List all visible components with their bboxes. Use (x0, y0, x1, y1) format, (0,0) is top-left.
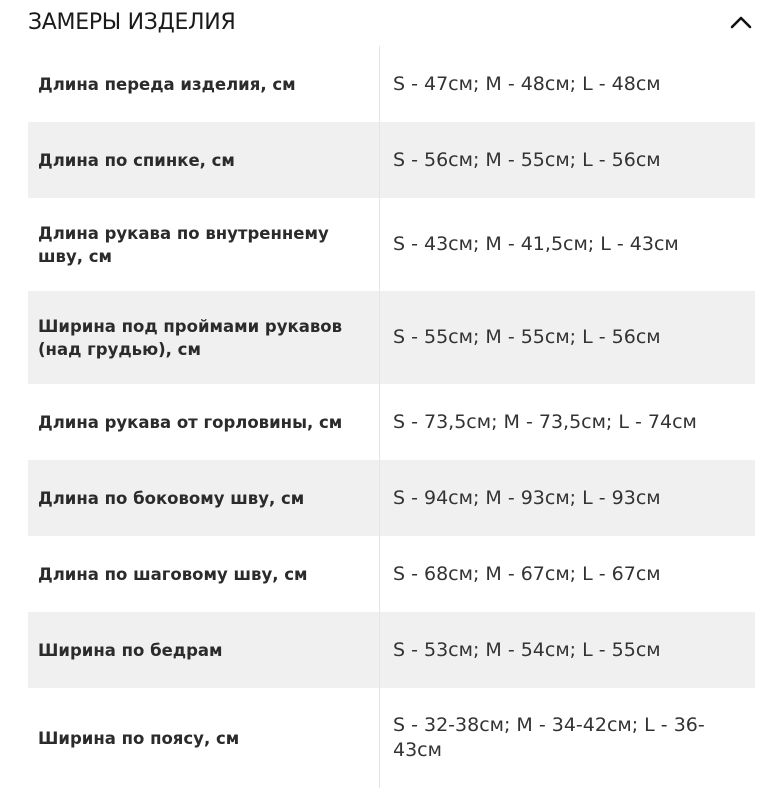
row-value: S - 73,5см; M - 73,5см; L - 74см (393, 410, 697, 433)
row-label: Длина переда изделия, см (28, 46, 380, 122)
section-title: ЗАМЕРЫ ИЗДЕЛИЯ (28, 9, 236, 35)
row-value: S - 55см; M - 55см; L - 56см (393, 326, 661, 348)
row-value: S - 53см; M - 54см; L - 55см (393, 638, 661, 661)
row-value: S - 47см; M - 48см; L - 48см (393, 72, 661, 95)
row-label: Длина по боковому шву, см (28, 460, 380, 536)
row-label: Длина по шаговому шву, см (28, 536, 380, 612)
row-label: Длина рукава по внутреннему шву, см (28, 198, 380, 291)
row-value: S - 68см; M - 67см; L - 67см (393, 562, 661, 585)
table-row (28, 46, 755, 122)
table-row (28, 536, 755, 612)
row-value: S - 32-38см; M - 34-42см; L - 36-43см (393, 714, 705, 761)
table-row (28, 460, 755, 536)
section-header[interactable] (28, 0, 756, 44)
table-row (28, 612, 755, 688)
row-label: Длина рукава от горловины, см (28, 384, 380, 460)
table-row (28, 688, 755, 788)
table-row (28, 198, 755, 291)
row-value: S - 43см; M - 41,5см; L - 43см (393, 233, 679, 255)
table-row (28, 384, 755, 460)
row-value: S - 56см; M - 55см; L - 56см (393, 148, 661, 171)
row-label: Ширина под проймами рукавов (над грудью), см (28, 291, 380, 384)
table-row (28, 291, 755, 384)
row-label: Ширина по поясу, см (28, 688, 380, 788)
row-label: Длина по спинке, см (28, 122, 380, 198)
row-value: S - 94см; M - 93см; L - 93см (393, 486, 661, 509)
measurements-table (28, 46, 755, 788)
table-row (28, 122, 755, 198)
chevron-up-icon[interactable] (730, 11, 752, 33)
row-label: Ширина по бедрам (28, 612, 380, 688)
